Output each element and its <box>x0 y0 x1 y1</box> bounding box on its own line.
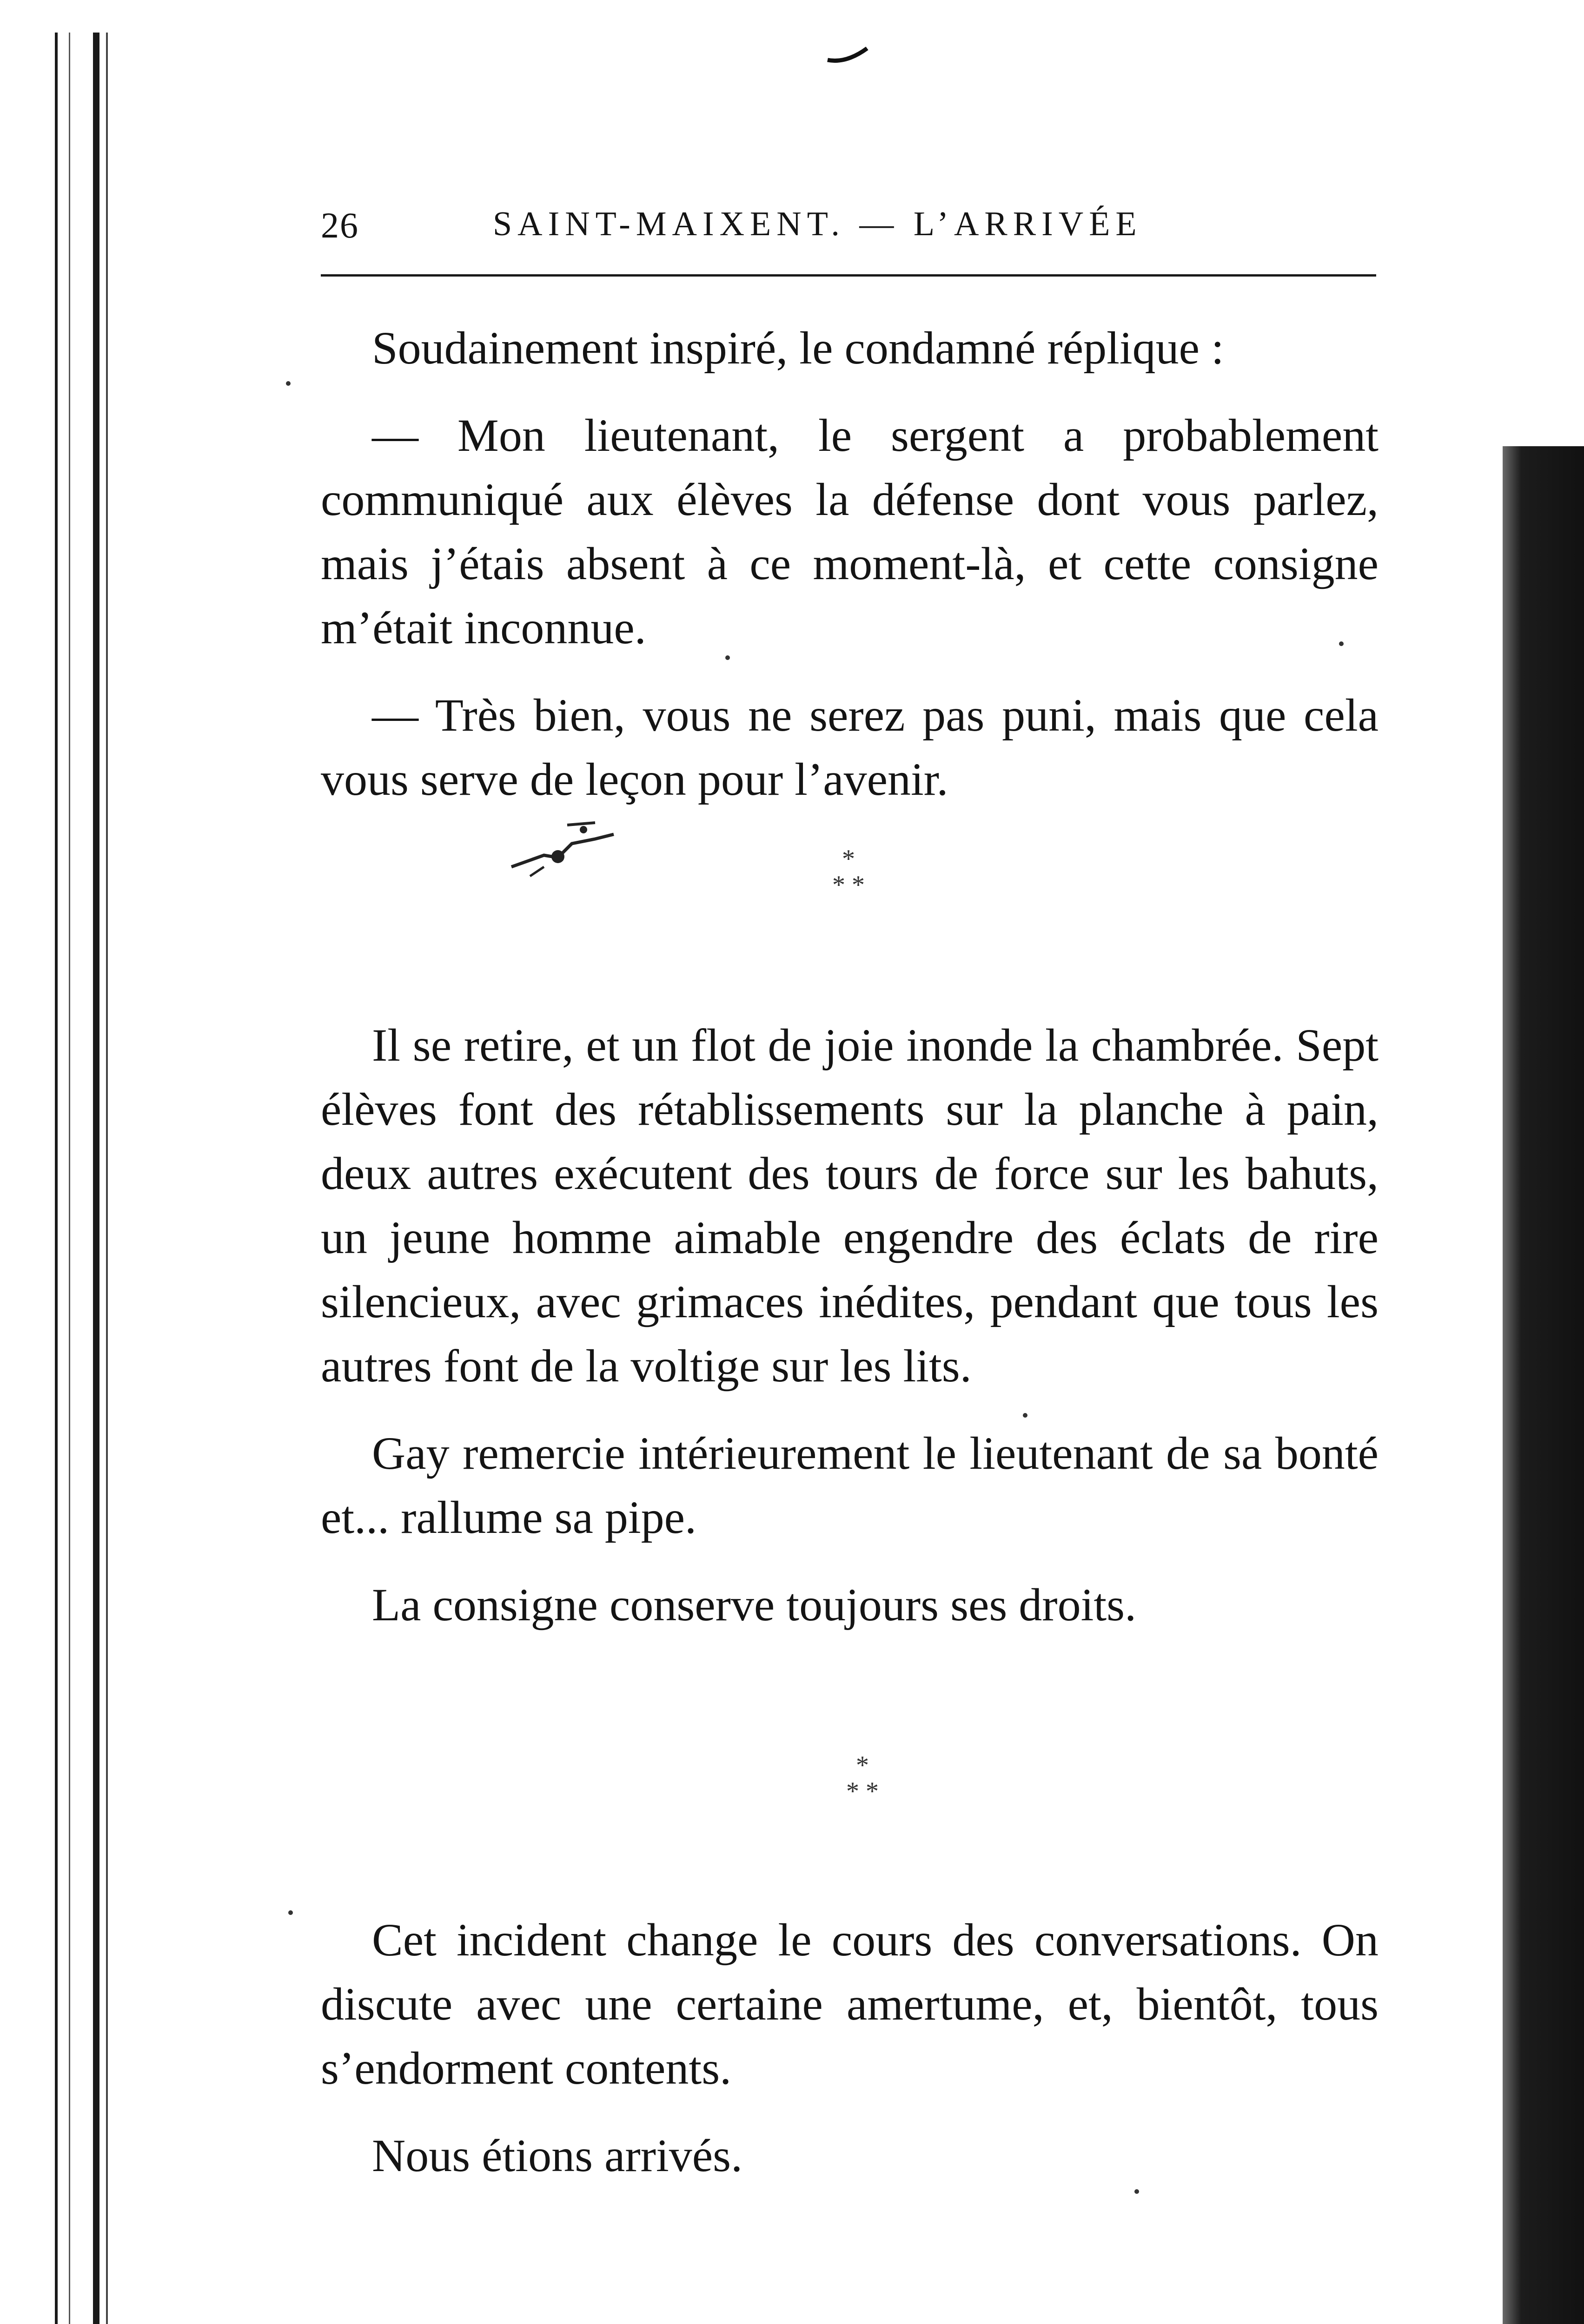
text-block <box>321 1908 1379 2211</box>
ink-blot <box>502 811 623 881</box>
text-block <box>321 1013 1379 1660</box>
chapter-title: SAINT-MAIXENT. — L’ARRIVÉE <box>493 205 1142 243</box>
paragraph: — Mon lieutenant, le sergent a probablement communiqué aux élèves la défense dont vous parlez, mais j’étais absent à ce moment-là, et cette consigne m’était inconnue. <box>321 409 1379 654</box>
binding-edge-line <box>106 33 108 2324</box>
ink-mark <box>825 42 872 60</box>
paragraph: Soudainement inspiré, le condamné réplique : <box>372 322 1224 374</box>
binding-edge-line <box>69 33 70 2324</box>
running-head <box>321 205 1376 256</box>
paragraph: Gay remercie intérieurement le lieutenant de sa bonté et... rallume sa pipe. <box>321 1427 1379 1543</box>
binding-edge-line <box>93 33 99 2324</box>
header-rule <box>321 274 1376 277</box>
binding-edge-line <box>55 33 58 2324</box>
paragraph: — Très bien, vous ne serez pas puni, mais que cela vous serve de leçon pour l’avenir. <box>321 689 1379 805</box>
page-edge-shadow <box>1503 446 1584 2324</box>
paragraph: La consigne conserve toujours ses droits. <box>372 1579 1137 1631</box>
section-separator: * * * <box>832 845 865 899</box>
page-number: 26 <box>321 205 359 245</box>
paragraph: Cet incident change le cours des conversations. On discute avec une certaine amertume, et, bientôt, tous s’endorment contents. <box>321 1914 1379 2094</box>
paragraph: Il se retire, et un flot de joie inonde la chambrée. Sept élèves font des rétablissements sur la planche à pain, deux autres exécutent des tours de force sur les bahuts, un jeune homme aimable engendre des éclats de rire silencieux, avec grimaces inédites, pendant que tous les autres font de la voltige sur les lits. <box>321 1019 1379 1392</box>
text-block <box>321 316 1379 835</box>
section-separator: * * * <box>846 1751 879 1806</box>
paragraph: Nous étions arrivés. <box>372 2130 743 2181</box>
